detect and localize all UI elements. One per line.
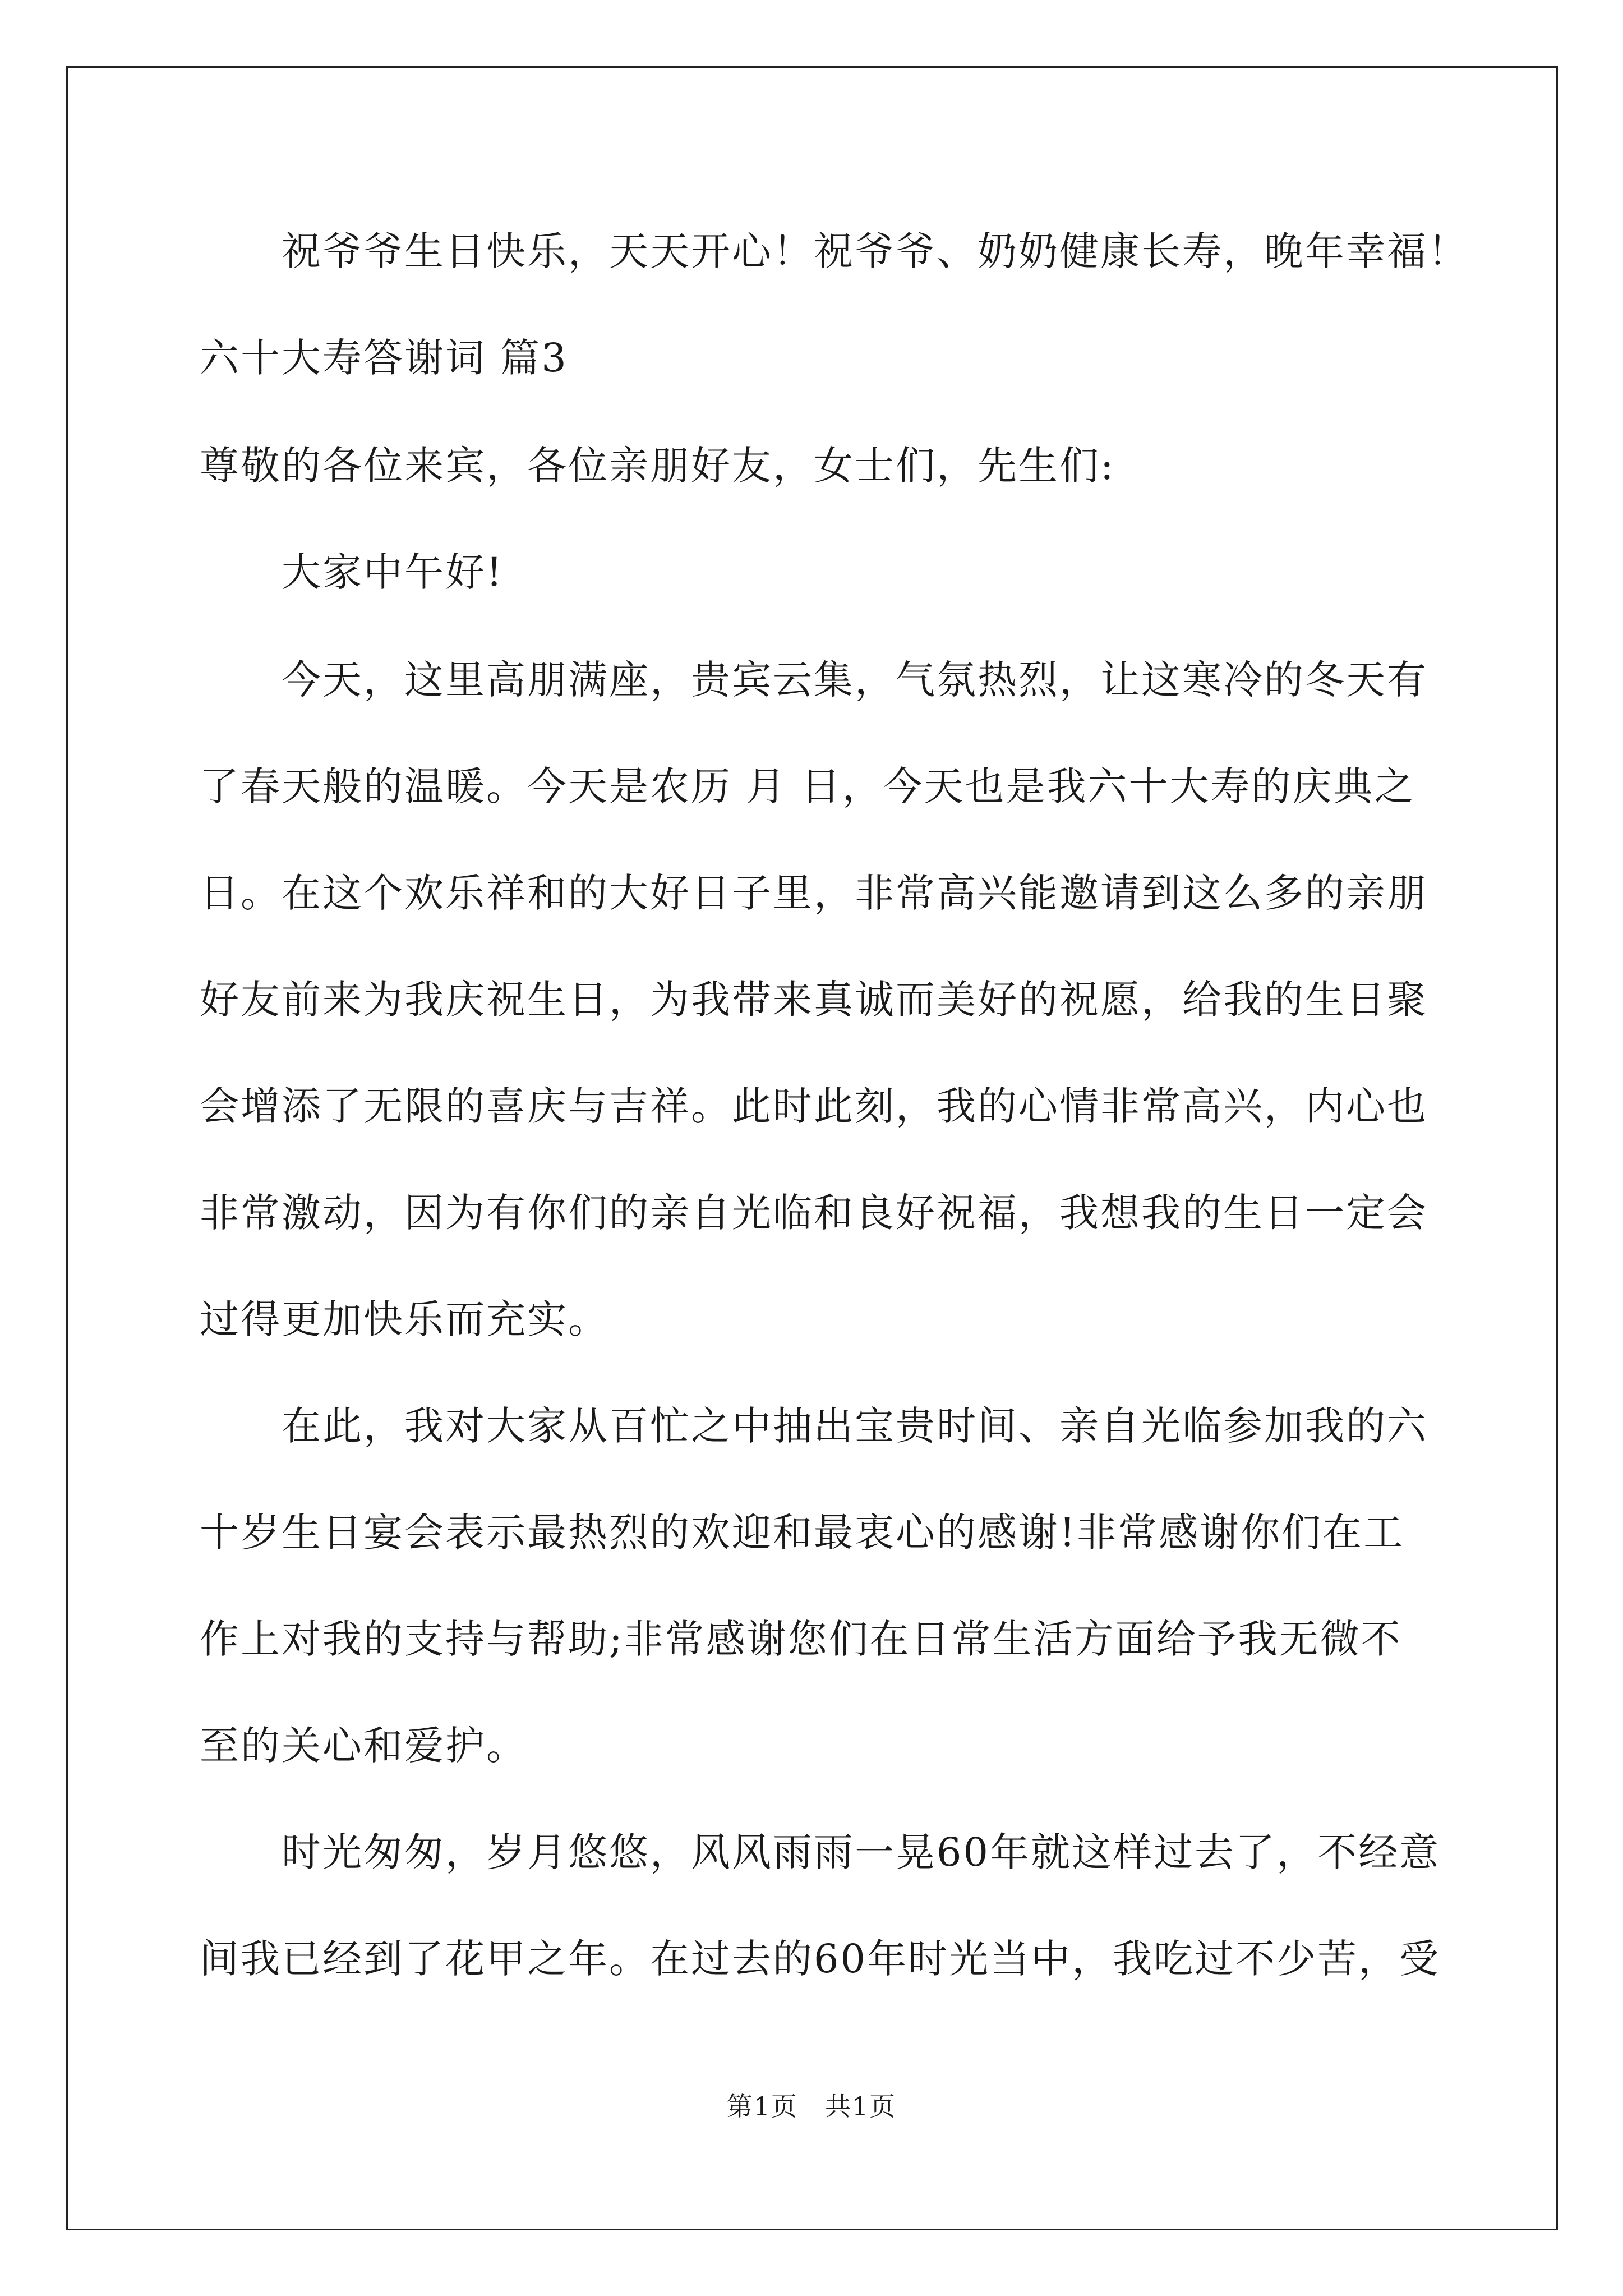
text-line: 在此，我对大家从百忙之中抽出宝贵时间、亲自光临参加我的六 — [282, 1403, 1428, 1449]
text-line: 至的关心和爱护。 — [200, 1723, 527, 1769]
text-line: 今天，这里高朋满座，贵宾云集，气氛热烈，让这寒冷的冬天有 — [282, 657, 1428, 703]
page-number-footer: 第1页 共1页 — [726, 2091, 897, 2122]
text-line: 作上对我的支持与帮助;非常感谢您们在日常生活方面给予我无微不 — [200, 1616, 1402, 1662]
text-line: 十岁生日宴会表示最热烈的欢迎和最衷心的感谢!非常感谢你们在工 — [200, 1510, 1405, 1556]
text-line: 祝爷爷生日快乐，天天开心！祝爷爷、奶奶健康长寿，晚年幸福！ — [282, 228, 1469, 274]
text-line: 日。在这个欢乐祥和的大好日子里，非常高兴能邀请到这么多的亲朋 — [200, 870, 1428, 916]
text-line: 间我已经到了花甲之年。在过去的60年时光当中，我吃过不少苦，受 — [200, 1936, 1441, 1982]
text-line: 了春天般的温暖。今天是农历 月 日，今天也是我六十大寿的庆典之 — [200, 763, 1415, 809]
text-line: 时光匆匆，岁月悠悠，风风雨雨一晃60年就这样过去了，不经意 — [282, 1829, 1441, 1875]
page-border — [66, 66, 1558, 2230]
section-heading: 六十大寿答谢词 篇3 — [200, 335, 568, 381]
text-line: 会增添了无限的喜庆与吉祥。此时此刻，我的心情非常高兴，内心也 — [200, 1083, 1428, 1129]
greeting: 大家中午好! — [282, 549, 504, 595]
text-line: 过得更加快乐而充实。 — [200, 1296, 609, 1342]
text-line: 非常激动，因为有你们的亲自光临和良好祝福，我想我的生日一定会 — [200, 1190, 1428, 1236]
text-line: 好友前来为我庆祝生日，为我带来真诚而美好的祝愿，给我的生日聚 — [200, 977, 1428, 1023]
salutation: 尊敬的各位来宾，各位亲朋好友，女士们，先生们: — [200, 443, 1115, 489]
